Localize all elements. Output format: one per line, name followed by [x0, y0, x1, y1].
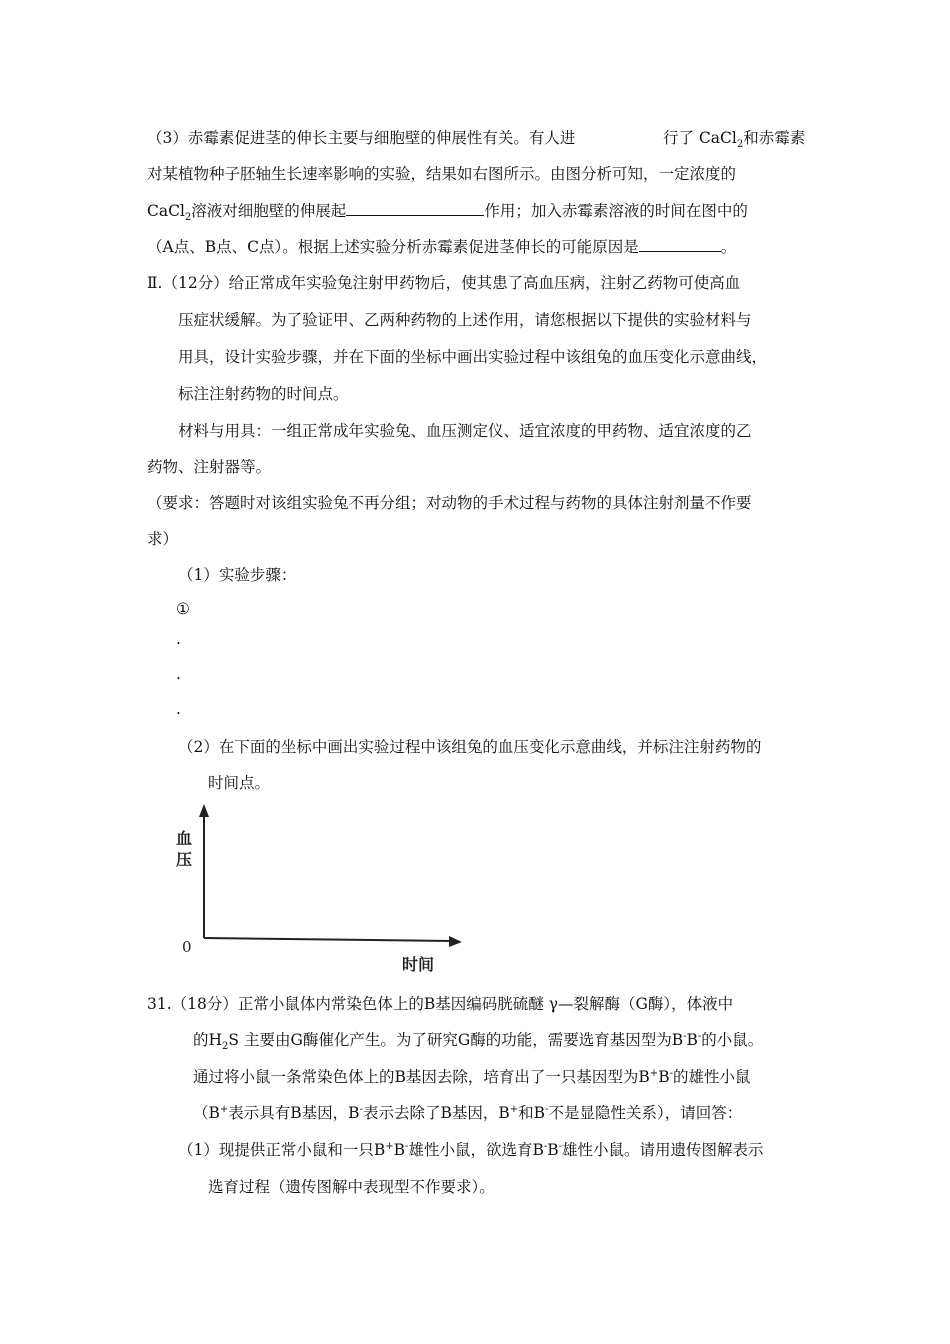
q31-line-2: 的$H_2S$ 主要由G酶催化产生。为了研究G酶的功能，需要选育基因型为B-B-的小鼠。: [193, 1030, 764, 1053]
part2-line-1: Ⅱ.（12分）给正常成年实验兔注射甲药物后，使其患了高血压病，注射乙药物可使高血: [147, 274, 741, 292]
x-axis-label: 时间: [402, 955, 435, 974]
steps-heading: （1）实验步骤：: [178, 566, 297, 584]
materials-line-1: 材料与用具：一组正常成年实验兔、血压测定仪、适宜浓度的甲药物、适宜浓度的乙: [178, 422, 752, 440]
q31-part1-line-2: 选育过程（遗传图解中表现型不作要求）。: [208, 1178, 495, 1196]
requirements-line-2: 求）: [147, 530, 179, 548]
step-dot-2: .: [176, 665, 181, 683]
materials-line-2: 药物、注射器等。: [147, 458, 272, 476]
q3-line-1-text: （3）赤霉素促进茎的伸长主要与细胞壁的伸展性有关。有人进: [147, 129, 576, 147]
x-axis: [204, 938, 452, 941]
part2-line-2: 压症状缓解。为了验证甲、乙两种药物的上述作用，请您根据以下提供的实验材料与: [178, 311, 752, 329]
graph-instruction-line-1: （2）在下面的坐标中画出实验过程中该组兔的血压变化示意曲线，并标注注射药物的: [178, 738, 762, 756]
part2-line-3: 用具，设计实验步骤，并在下面的坐标中画出实验过程中该组兔的血压变化示意曲线，: [178, 348, 768, 366]
answer-blank-2[interactable]: [639, 250, 721, 252]
q3-line-1: [147, 131, 575, 147]
requirements-line-1: （要求：答题时对该组实验兔不再分组；对动物的手术过程与药物的具体注射剂量不作要: [147, 494, 752, 512]
q3-line-4: （A点、B点、C点）。根据上述实验分析赤霉素促进茎伸长的可能原因是 。: [147, 238, 737, 256]
origin-label: 0: [182, 938, 192, 956]
graph-instruction-line-2: 时间点。: [208, 774, 271, 792]
blood-pressure-graph[interactable]: [170, 800, 470, 980]
q3-line-2: 对某植物种子胚轴生长速率影响的实验，结果如右图所示。由图分析可知，一定浓度的: [147, 165, 737, 183]
y-axis-arrow-icon: [199, 804, 209, 817]
q31-line-4: （B+表示具有B基因，B-表示去除了B基因，B+和B-不是显隐性关系），请回答：: [193, 1103, 743, 1122]
answer-blank-1[interactable]: [346, 214, 484, 216]
part2-line-4: 标注注射药物的时间点。: [178, 385, 349, 403]
q3-line-1-right: 行了 CaCl$_2$和赤霉素: [663, 129, 806, 151]
q31-line-3: 通过将小鼠一条常染色体上的B基因去除，培育出了一只基因型为B+B-的雄性小鼠: [193, 1067, 751, 1086]
step-dot-1: .: [176, 630, 181, 648]
q31-part1-line-1: （1）现提供正常小鼠和一只B+B-雄性小鼠，欲选育B-B-雄性小鼠。请用遗传图解表示: [178, 1140, 764, 1159]
x-axis-arrow-icon: [449, 936, 462, 947]
q31-line-1: 31.（18分）正常小鼠体内常染色体上的B基因编码胱硫醚 γ—裂解酶（G酶），体液中: [147, 995, 734, 1013]
y-axis-label-1: 血: [176, 829, 193, 848]
q3-line-3: CaCl$_2$溶液对细胞壁的伸展起 作用；加入赤霉素溶液的时间在图中的: [147, 202, 748, 224]
step-1-marker[interactable]: ①: [176, 600, 190, 618]
step-dot-3: .: [176, 700, 181, 718]
y-axis-label-2: 压: [176, 850, 193, 869]
